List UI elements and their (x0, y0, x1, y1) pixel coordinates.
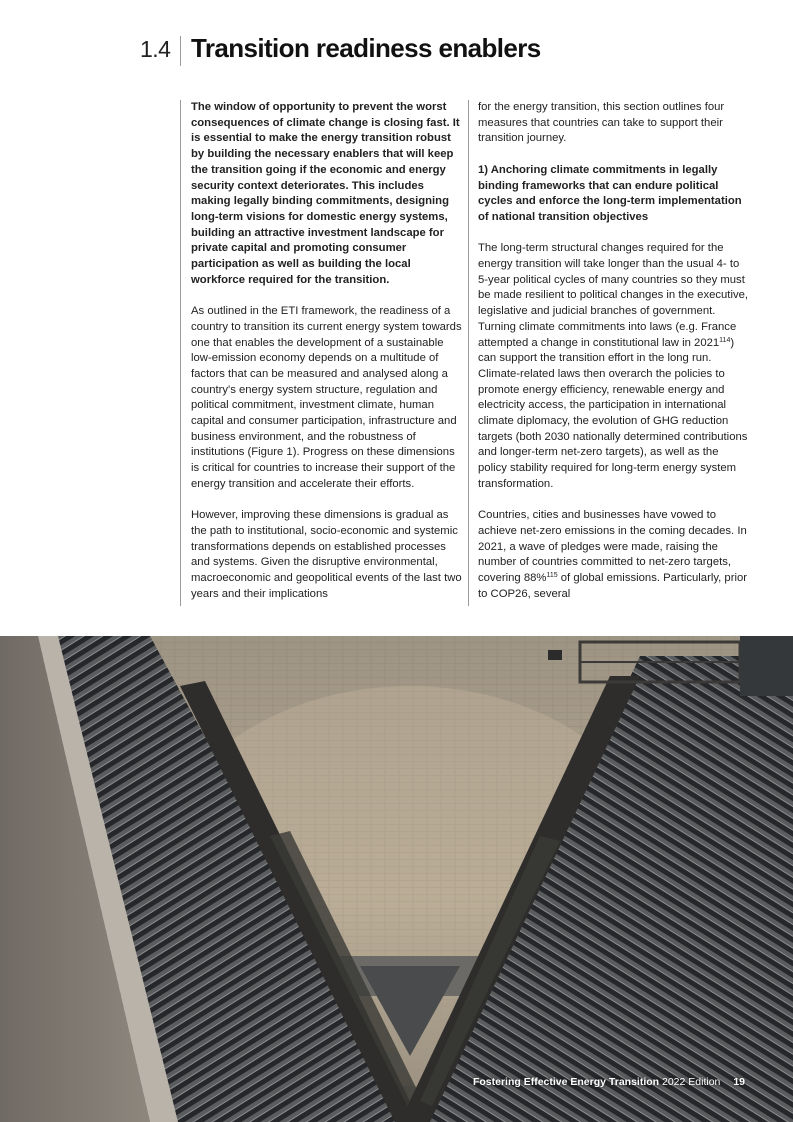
page-footer (473, 1076, 745, 1088)
footer-edition: 2022 Edition (662, 1076, 721, 1088)
paragraph-text: of global emissions. Particularly, prior to COP26, several (478, 572, 748, 600)
body-paragraph (478, 241, 750, 492)
body-paragraph: for the energy transition, this section outlines four measures that countries can take to support their transition journey. (478, 101, 725, 145)
footer-document-title: Fostering Effective Energy Transition (472, 1076, 660, 1088)
intro-paragraph: The window of opportunity to prevent the worst consequences of climate change is closing fast. It is essential to make the energy transition robust by building the necessary enablers that will keep the transition going if the economic and energy security context deteriorates. This includes making legally binding commitments, designing long-term visions for domestic energy systems, building an attractive investment landscape for private capital and promoting consumer participation as well as building the local workforce required for the transition. (191, 101, 460, 286)
footnote-ref: 114 (719, 336, 731, 344)
left-column-rule (180, 100, 181, 606)
body-paragraph (478, 508, 750, 602)
right-column (478, 100, 750, 618)
cooling-tower-photo (0, 636, 793, 1122)
paragraph-text: Countries, cities and businesses have vowed to achieve net-zero emissions in the coming decades. In 2021, a wave of pledges were made, raising the number of countries committed to net-zero targets, covering 88% (478, 509, 747, 585)
body-paragraph: As outlined in the ETI framework, the readiness of a country to transition its current energy system towards one that enables the development of a sustainable low-emission economy depends on a multitude of factors that can be measured and analysed along a country's energy system structure, regulation and political commitment, investment climate, human capital and consumer participation, infrastructure and business environment, and the robustness of institutions (Figure 1). Progress on these dimensions is critical for countries to increase their support of the energy transition and accelerate their efforts. (191, 305, 462, 490)
section-number: 1.4 (140, 36, 171, 62)
title-divider (180, 36, 181, 66)
page-number: 19 (733, 1076, 745, 1088)
section-title: Transition readiness enablers (191, 33, 541, 63)
cooling-tower-illustration (0, 636, 793, 1122)
body-paragraph: However, improving these dimensions is gradual as the path to institutional, socio-economic and systemic transformations depends on established processes and systems. Given the disruptive environmental, macroeconomic and geopolitical events of the last two years and their implications (191, 509, 462, 600)
paragraph-text: ) can support the transition effort in the long run. Climate-related laws then overarch the policies to promote energy efficiency, renewable energy and electricity access, the participation in international climate diplomacy, the evolution of GHG reduction targets (both 2030 nationally determined contributions and longer-term net-zero targets), as well as the policy stability required for long-term energy system transformation. (478, 336, 748, 490)
paragraph-text: The long-term structural changes required for the energy transition will take longer than the usual 4- to 5-year political cycles of many countries so they must be made resilient to political changes in the executive, legislative and judicial branches of government. Turning climate commitments into laws (e.g. France attempted a change in constitutional law in 2021 (478, 242, 749, 349)
footnote-ref: 115 (546, 572, 558, 580)
subsection-heading: 1) Anchoring climate commitments in legally binding frameworks that can endure political cycles and enforce the long-term implementation of national transition objectives (478, 163, 742, 223)
right-column-rule (468, 100, 469, 606)
left-column (191, 100, 463, 618)
